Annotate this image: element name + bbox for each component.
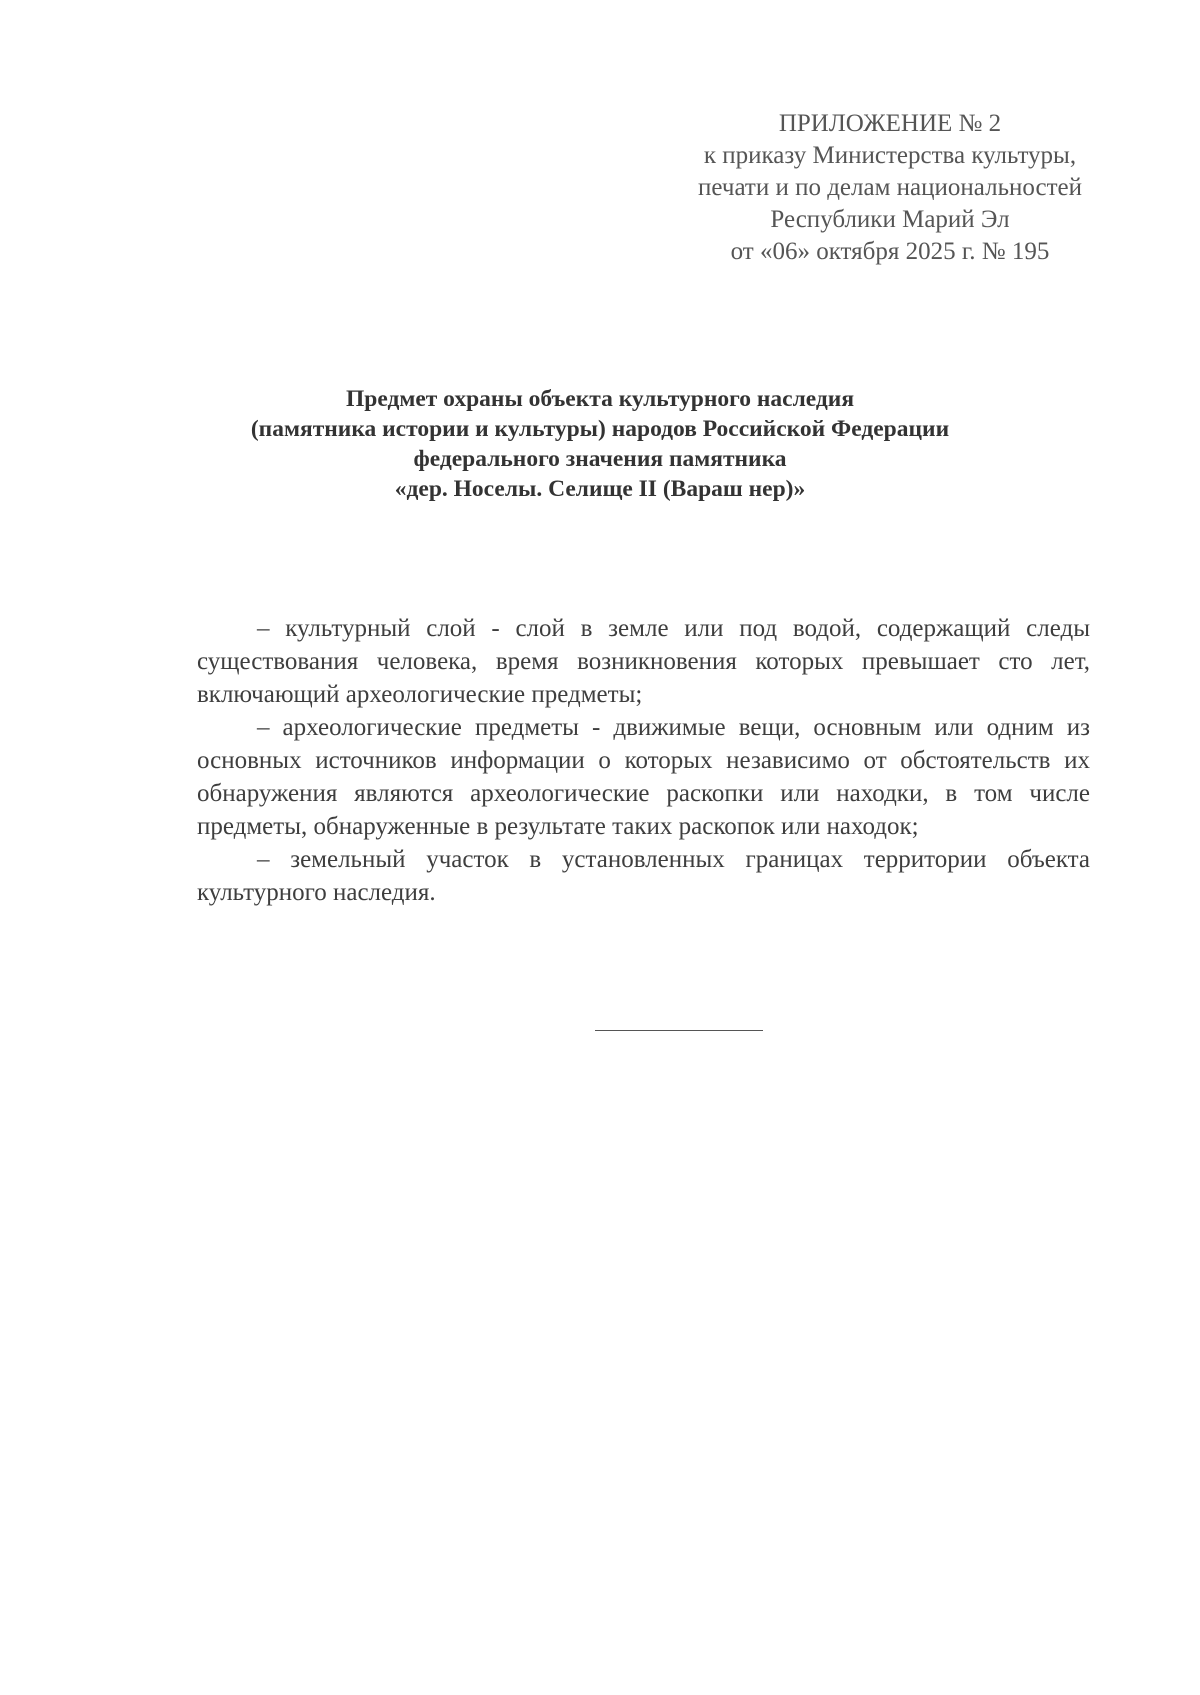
title-line: «дер. Носелы. Селище II (Вараш нер)»	[394, 476, 806, 502]
end-divider	[595, 1030, 763, 1031]
appendix-number: ПРИЛОЖЕНИЕ № 2	[778, 110, 1002, 137]
document-body	[197, 612, 1090, 909]
title-line: (памятника истории и культуры) народов Российской Федерации	[250, 416, 950, 442]
appendix-order-date: от «06» октября 2025 г. № 195	[730, 238, 1050, 265]
appendix-order-line: Республики Марий Эл	[770, 206, 1010, 233]
paragraph-archaeological-items: – археологические предметы - движимые вещи, основным или одним из основных источников информации о которых независимо от обстоятельств их обнаружения являются археологические раскопки или находки, в том числе предметы, обнаруженные в результате таких раскопок или находок;	[197, 714, 1090, 840]
title-line: Предмет охраны объекта культурного наследия	[345, 386, 855, 412]
appendix-order-line: к приказу Министерства культуры,	[703, 142, 1077, 169]
paragraph-land-plot: – земельный участок в установленных границах территории объекта культурного наследия.	[197, 846, 1090, 906]
appendix-header	[640, 108, 1140, 268]
document-title	[150, 384, 1050, 504]
paragraph-cultural-layer: – культурный слой - слой в земле или под водой, содержащий следы существования человека, время возникновения которых превышает сто лет, включающий археологические предметы;	[197, 615, 1090, 708]
title-line: федерального значения памятника	[413, 446, 787, 472]
appendix-order-line: печати и по делам национальностей	[698, 174, 1082, 201]
